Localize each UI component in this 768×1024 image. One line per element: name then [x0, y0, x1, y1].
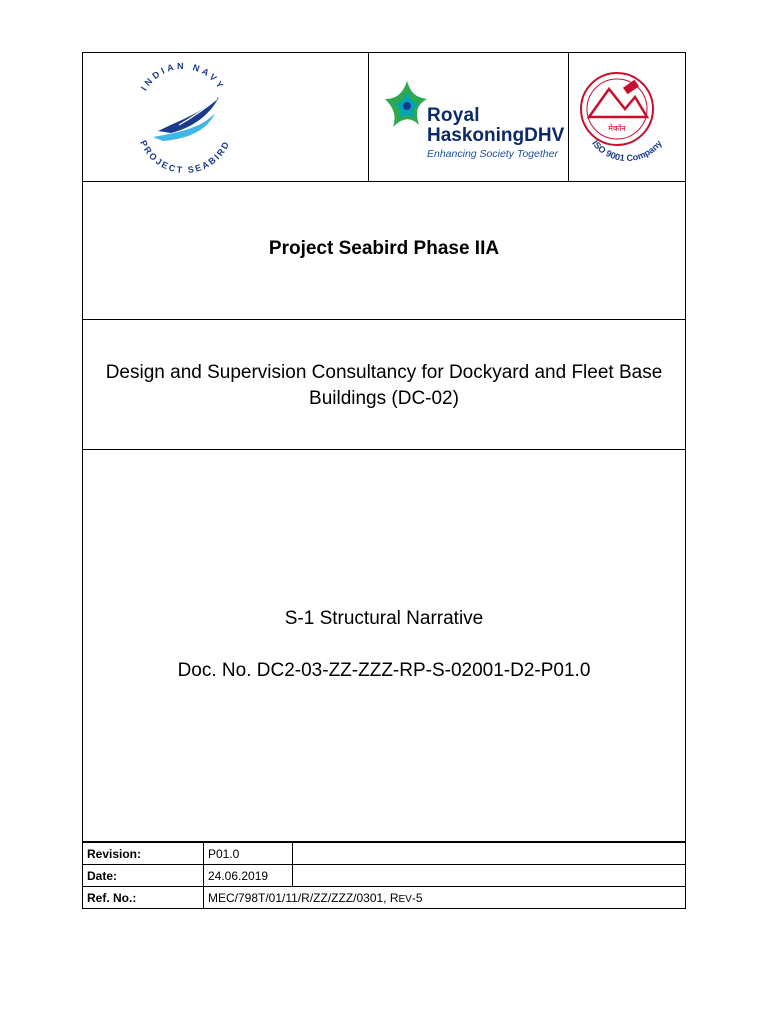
royal-haskoningdhv-logo-cell [369, 53, 569, 181]
mecon-iso-ring-text: ISO 9001 Company [590, 138, 664, 164]
document-number: Doc. No. DC2-03-ZZ-ZZZ-RP-S-02001-D2-P01.0 [177, 660, 591, 681]
rhdhv-name-line1: Royal [427, 105, 480, 126]
royal-haskoningdhv-star-icon [381, 77, 433, 137]
description-block [82, 320, 686, 450]
navy-logo-bottom-text: PROJECT SEABIRD [138, 138, 232, 176]
revision-label: Revision: [83, 843, 204, 865]
document-info-block [82, 450, 686, 842]
document-title: S-1 Structural Narrative [284, 608, 484, 629]
ref-value-cell [204, 887, 686, 909]
svg-text:PROJECT SEABIRD [138, 139, 232, 175]
mecon-hindi-text: मेकॉन [608, 124, 626, 133]
mecon-iso-logo [569, 53, 685, 181]
mecon-logo-cell [569, 53, 685, 181]
project-title: Project Seabird Phase IIA [268, 238, 500, 259]
revision-value: P01.0 [204, 843, 293, 865]
navy-logo-top-text: INDIAN NAVY [138, 60, 227, 93]
logo-header-row [82, 52, 686, 182]
ref-rev-prefix: , R [383, 890, 399, 905]
ref-value: MEC/798T/01/11/R/ZZ/ZZZ/0301 [208, 890, 384, 905]
date-value: 24.06.2019 [204, 865, 293, 887]
project-seabird-logo [83, 53, 369, 181]
ref-rev-smallcaps: EV [398, 893, 412, 905]
ref-label: Ref. No.: [83, 887, 204, 909]
table-row [83, 843, 686, 865]
project-description: Design and Supervision Consultancy for Dockyard and Fleet Base Buildings (DC-02) [105, 362, 663, 409]
table-row [83, 865, 686, 887]
empty-cell [293, 865, 686, 887]
svg-text:INDIAN NAVY [139, 61, 227, 92]
rhdhv-name-line2: HaskoningDHV [427, 125, 565, 146]
table-row [83, 887, 686, 909]
project-title-block [82, 182, 686, 320]
ref-rev-suffix: -5 [411, 890, 423, 905]
date-label: Date: [83, 865, 204, 887]
empty-cell [293, 843, 686, 865]
rhdhv-tagline: Enhancing Society Together [427, 148, 558, 160]
revision-table [82, 842, 686, 909]
indian-navy-logo-cell [83, 53, 369, 181]
